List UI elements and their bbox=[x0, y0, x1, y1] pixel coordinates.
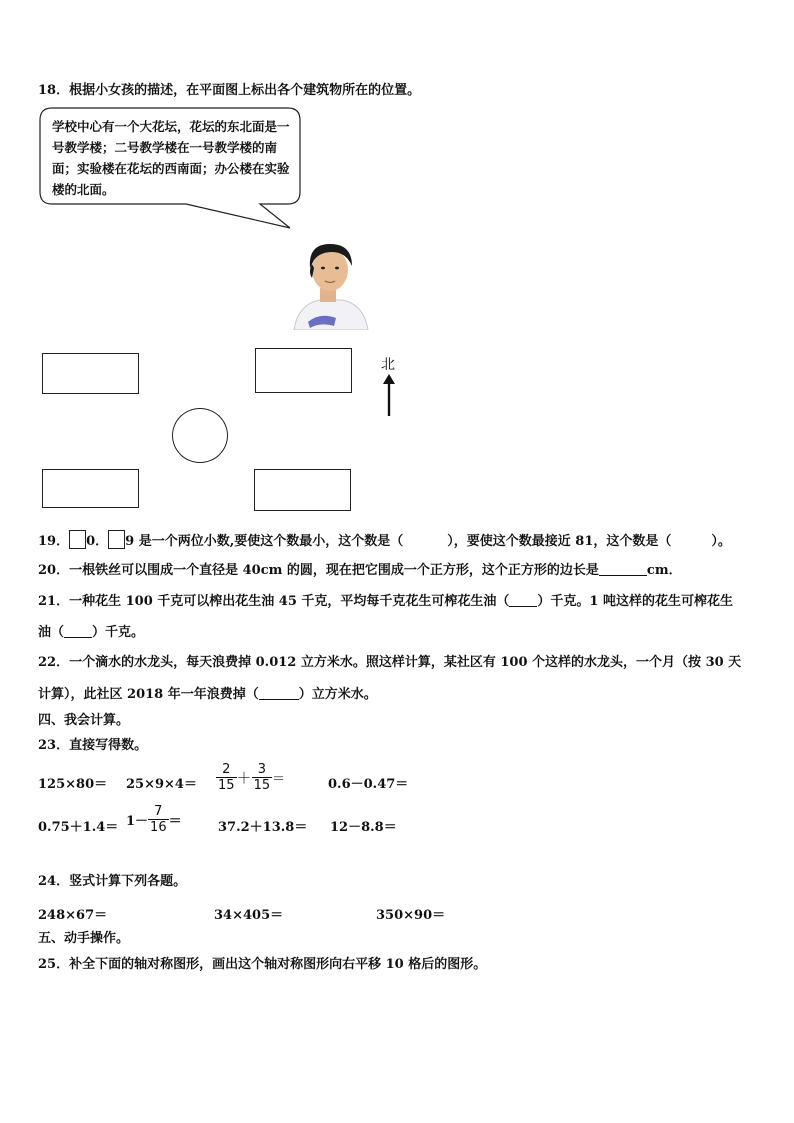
q23-expr-6 bbox=[126, 804, 182, 835]
q21-answer-2[interactable] bbox=[64, 625, 92, 638]
q19-blank-box-1[interactable] bbox=[69, 530, 86, 549]
q24-title: 24．竖式计算下列各题。 bbox=[38, 874, 187, 889]
q23-expr-3 bbox=[216, 762, 285, 793]
q23-fraction-1: $\frac{2}{15}$ bbox=[218, 762, 235, 793]
bubble-text: 学校中心有一个大花坛，花坛的东北面是一号教学楼；二号教学楼在一号教学楼的南面；实验楼在花坛的西南面；办公楼在实验楼的北面。 bbox=[52, 119, 290, 197]
q19-blank-box-2[interactable] bbox=[108, 530, 125, 549]
q22-answer[interactable] bbox=[259, 687, 299, 700]
building-box-bottom-right[interactable] bbox=[254, 469, 351, 511]
q23-fraction-3: $\frac{7}{16}$ bbox=[150, 804, 167, 835]
q23-expr-7: 37.2＋13.8＝ bbox=[218, 820, 308, 835]
building-box-bottom-left[interactable] bbox=[42, 469, 139, 508]
q19-part1: 0． bbox=[86, 534, 109, 549]
equals-sign: ＝ bbox=[272, 772, 286, 787]
child-image bbox=[290, 238, 370, 330]
q19 bbox=[38, 530, 731, 551]
q23-fraction-2: $\frac{3}{15}$ bbox=[253, 762, 271, 793]
q23-expr-8: 12－8.8＝ bbox=[330, 820, 397, 835]
flower-bed-circle bbox=[172, 408, 228, 463]
q21-line2 bbox=[38, 624, 144, 642]
q20-text: 20．一根铁丝可以围成一个直径是 40cm 的圆，现在把它围成一个正方形，这个正方形的边长是 bbox=[38, 563, 599, 578]
q25-title: 25．补全下面的轴对称图形，画出这个轴对称图形向右平移 10 格后的图形。 bbox=[38, 957, 487, 972]
equals-sign: ＝ bbox=[168, 814, 182, 829]
q19-part4: ）。 bbox=[711, 534, 731, 549]
q24-expr-2: 34×405＝ bbox=[214, 908, 284, 923]
q23-expr-5: 0.75＋1.4＝ bbox=[38, 820, 119, 835]
q19-part2: 9 是一个两位小数,要使这个数最小，这个数是（ bbox=[125, 534, 404, 549]
q19-num: 19． bbox=[38, 534, 70, 549]
q20 bbox=[38, 562, 682, 580]
q22-line1: 22．一个滴水的水龙头，每天浪费掉 0.012 立方米水。照这样计算，某社区有 100 个这样的水龙头，一个月（按 30 天 bbox=[38, 655, 742, 670]
q23-expr-6-prefix: 1－ bbox=[126, 814, 149, 829]
q21-line2b: ）千克。 bbox=[92, 625, 145, 640]
building-box-top-left[interactable] bbox=[42, 353, 139, 394]
q23-title: 23．直接写得数。 bbox=[38, 738, 148, 753]
q21-answer-1[interactable] bbox=[509, 594, 537, 607]
q24-expr-3: 350×90＝ bbox=[376, 908, 446, 923]
q23-expr-2: 25×9×4＝ bbox=[126, 777, 197, 792]
q23-expr-1: 125×80＝ bbox=[38, 777, 108, 792]
north-arrow-icon bbox=[382, 374, 396, 416]
q21-line1 bbox=[38, 593, 733, 611]
q18-title: 18．根据小女孩的描述，在平面图上标出各个建筑物所在的位置。 bbox=[38, 83, 421, 98]
q22-line2a: 计算），此社区 2018 年一年浪费掉（ bbox=[38, 687, 259, 702]
q19-part3: ），要使这个数最接近 81，这个数是（ bbox=[447, 534, 672, 549]
q20-unit: cm． bbox=[646, 563, 682, 578]
q21-line1b: ）千克。1 吨这样的花生可榨花生 bbox=[537, 594, 733, 609]
q22-line2b: ）立方米水。 bbox=[298, 687, 377, 702]
north-label: 北 bbox=[381, 357, 395, 373]
section-5-title: 五、动手操作。 bbox=[38, 931, 130, 946]
q21-line2a: 油（ bbox=[38, 625, 65, 640]
q24-expr-1: 248×67＝ bbox=[38, 908, 108, 923]
q20-answer-blank[interactable] bbox=[599, 563, 647, 576]
section-4-title: 四、我会计算。 bbox=[38, 713, 130, 728]
building-box-top-right[interactable] bbox=[255, 348, 352, 393]
q23-expr-4: 0.6－0.47＝ bbox=[328, 777, 409, 792]
plus-sign: ＋ bbox=[236, 769, 252, 787]
q21-line1a: 21．一种花生 100 千克可以榨出花生油 45 千克，平均每千克花生可榨花生油（ bbox=[38, 594, 510, 609]
q22-line2 bbox=[38, 686, 377, 704]
